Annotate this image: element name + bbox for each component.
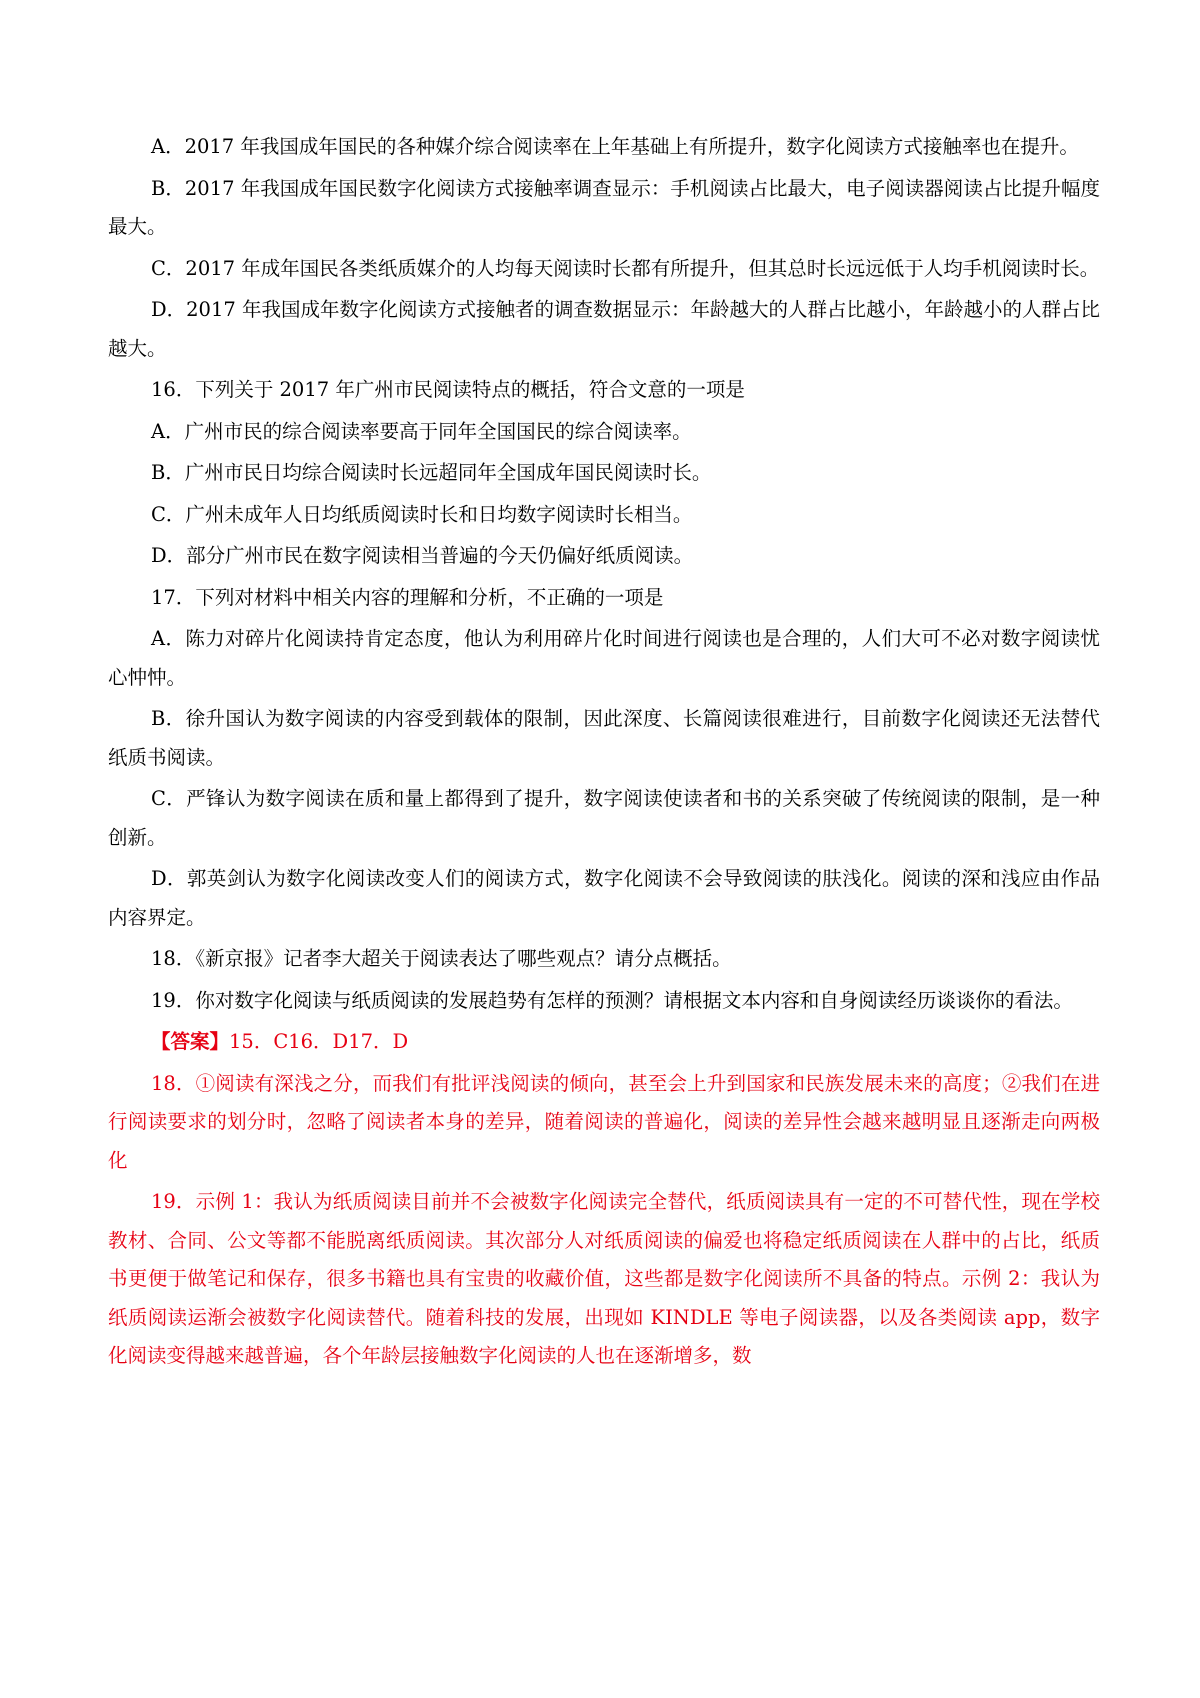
q17-option-a: A．陈力对碎片化阅读持肯定态度，他认为利用碎片化时间进行阅读也是合理的，人们大可不必对数字阅读忧心忡忡。	[108, 627, 1100, 689]
answer-line	[108, 1023, 1100, 1062]
q16-stem: 16．下列关于 2017 年广州市民阅读特点的概括，符合文意的一项是	[151, 378, 745, 401]
q17-option-b: B．徐升国认为数字阅读的内容受到载体的限制，因此深度、长篇阅读很难进行，目前数字化阅读还无法替代纸质书阅读。	[108, 707, 1100, 769]
q17-option-c: C．严锋认为数字阅读在质和量上都得到了提升，数字阅读使读者和书的关系突破了传统阅读的限制，是一种创新。	[108, 787, 1100, 849]
answer-choices: 15．C16．D17．D	[229, 1030, 409, 1053]
q15-option-b: B．2017 年我国成年国民数字化阅读方式接触率调查显示：手机阅读占比最大，电子阅读器阅读占比提升幅度最大。	[108, 176, 1100, 238]
q15-option-c: C．2017 年成年国民各类纸质媒介的人均每天阅读时长都有所提升，但其总时长远远低于人均手机阅读时长。	[151, 256, 1100, 280]
q15-option-d: D．2017 年我国成年数字化阅读方式接触者的调查数据显示：年龄越大的人群占比越小，年龄越小的人群占比越大。	[108, 298, 1100, 360]
q16-option-c: C．广州未成年人日均纸质阅读时长和日均数字阅读时长相当。	[151, 502, 693, 526]
q15-option-a: A．2017 年我国成年国民的各种媒介综合阅读率在上年基础上有所提升，数字化阅读方式接触率也在提升。	[151, 135, 1079, 158]
q16-option-a: A．广州市民的综合阅读率要高于同年全国国民的综合阅读率。	[151, 419, 692, 443]
q18-stem: 18．《新京报》记者李大超关于阅读表达了哪些观点？请分点概括。	[151, 947, 732, 970]
answer-q19: 19．示例 1：我认为纸质阅读目前并不会被数字化阅读完全替代，纸质阅读具有一定的不可替代性，现在学校教材、合同、公文等都不能脱离纸质阅读。其次部分人对纸质阅读的偏爱也将稳定纸质阅读在人群中的占比，纸质书更便于做笔记和保存，很多书籍也具有宝贵的收藏价值，这些都是数字化阅读所不具备的特点。示例 2：我认为纸质阅读运渐会被数字化阅读替代。随着科技的发展，出现如 KINDLE 等电子阅读器，以及各类阅读 app，数字化阅读变得越来越普遍，各个年龄层接触数字化阅读的人也在逐渐增多，数	[108, 1190, 1100, 1367]
answer-label: 【答案】	[151, 1030, 230, 1053]
q17-option-d: D．郭英剑认为数字化阅读改变人们的阅读方式，数字化阅读不会导致阅读的肤浅化。阅读的深和浅应由作品内容界定。	[108, 867, 1100, 929]
q16-option-d: D．部分广州市民在数字阅读相当普遍的今天仍偏好纸质阅读。	[151, 544, 694, 567]
q16-option-b: B．广州市民日均综合阅读时长远超同年全国成年国民阅读时长。	[151, 461, 712, 484]
answer-q18: 18．①阅读有深浅之分，而我们有批评浅阅读的倾向，甚至会上升到国家和民族发展未来的高度；②我们在进行阅读要求的划分时，忽略了阅读者本身的差异，随着阅读的普遍化，阅读的差异性会越来越明显且逐渐走向两极化	[108, 1071, 1100, 1172]
document-page	[108, 128, 1100, 1379]
q17-stem: 17．下列对材料中相关内容的理解和分析，不正确的一项是	[151, 585, 664, 609]
q19-stem: 19．你对数字化阅读与纸质阅读的发展趋势有怎样的预测？请根据文本内容和自身阅读经历谈谈你的看法。	[151, 988, 1073, 1012]
